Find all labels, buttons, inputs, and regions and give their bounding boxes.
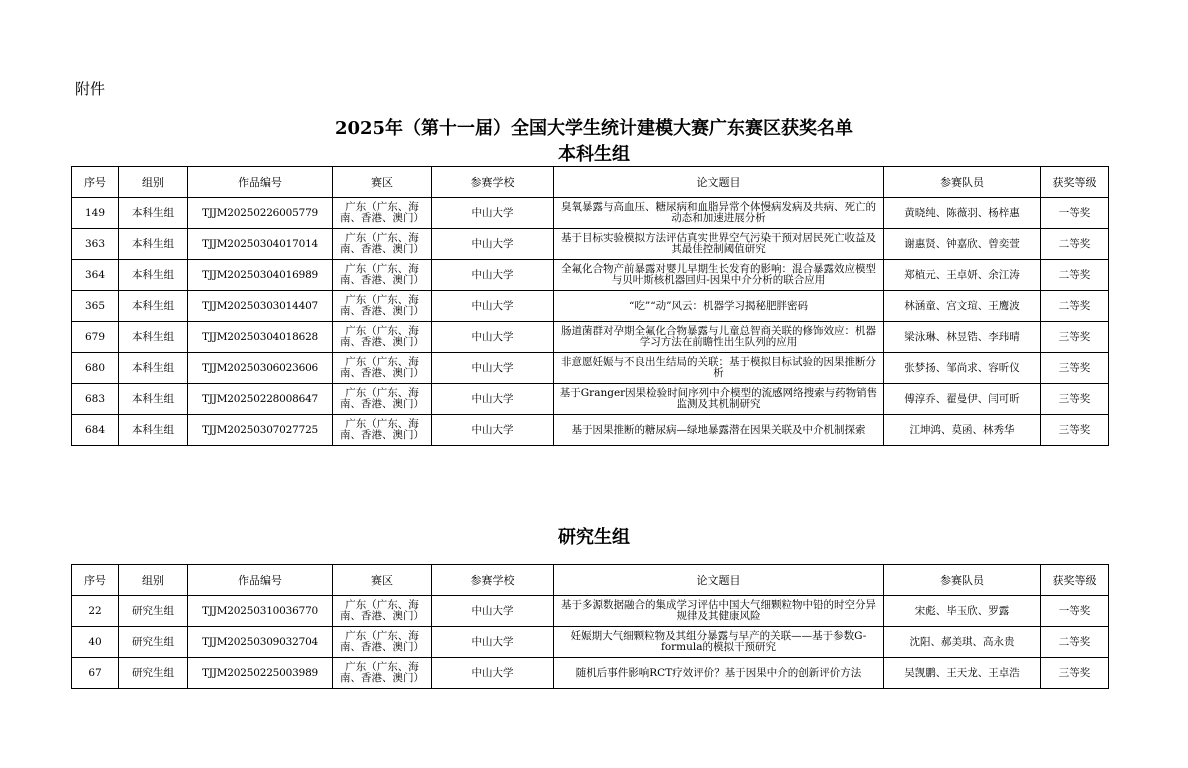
row-region: 广东（广东、海南、香港、澳门） (333, 596, 432, 627)
table-row (72, 322, 1109, 353)
header-region: 赛区 (333, 167, 432, 198)
table-row (72, 353, 1109, 384)
row-school: 中山大学 (432, 596, 554, 627)
row-region: 广东（广东、海南、香港、澳门） (333, 322, 432, 353)
row-no: 680 (72, 353, 119, 384)
row-no: 679 (72, 322, 119, 353)
row-award: 二等奖 (1041, 291, 1109, 322)
header-members: 参赛队员 (884, 565, 1041, 596)
row-group: 本科生组 (119, 260, 188, 291)
row-region: 广东（广东、海南、香港、澳门） (333, 658, 432, 689)
row-paper: 臭氧暴露与高血压、糖尿病和血脂异常个体慢病发病及共病、死亡的动态和加速进展分析 (554, 198, 884, 229)
row-members: 梁泳琳、林昱锆、李玮晴 (884, 322, 1041, 353)
row-region: 广东（广东、海南、香港、澳门） (333, 260, 432, 291)
header-school: 参赛学校 (432, 167, 554, 198)
header-group: 组别 (119, 565, 188, 596)
row-award: 三等奖 (1041, 322, 1109, 353)
row-members: 张梦扬、邹尚求、容昕仪 (884, 353, 1041, 384)
table-row (72, 291, 1109, 322)
row-code: TJJM20250228008647 (188, 384, 333, 415)
attachment-label: 附件 (75, 80, 106, 98)
table-header-row (72, 167, 1109, 198)
row-code: TJJM20250304018628 (188, 322, 333, 353)
row-no: 364 (72, 260, 119, 291)
row-no: 683 (72, 384, 119, 415)
graduate-table-body (72, 596, 1109, 689)
row-group: 研究生组 (119, 627, 188, 658)
row-members: 林涵童、宫文瑄、王鹰波 (884, 291, 1041, 322)
header-region: 赛区 (333, 565, 432, 596)
row-code: TJJM20250225003989 (188, 658, 333, 689)
main-title: 2025年（第十一届）全国大学生统计建模大赛广东赛区获奖名单 (334, 118, 854, 139)
row-no: 149 (72, 198, 119, 229)
row-paper: 基于多源数据融合的集成学习评估中国大气细颗粒物中铅的时空分异规律及其健康风险 (554, 596, 884, 627)
table-row (72, 627, 1109, 658)
row-no: 40 (72, 627, 119, 658)
header-paper: 论文题目 (554, 565, 884, 596)
row-school: 中山大学 (432, 322, 554, 353)
row-code: TJJM20250309032704 (188, 627, 333, 658)
row-group: 本科生组 (119, 198, 188, 229)
row-group: 研究生组 (119, 658, 188, 689)
row-paper: 全氟化合物产前暴露对婴儿早期生长发育的影响：混合暴露效应模型与贝叶斯核机器回归-因果中介分析的联合应用 (554, 260, 884, 291)
row-school: 中山大学 (432, 260, 554, 291)
row-group: 本科生组 (119, 291, 188, 322)
header-group: 组别 (119, 167, 188, 198)
row-region: 广东（广东、海南、香港、澳门） (333, 198, 432, 229)
undergraduate-awards-table (71, 166, 1109, 446)
header-paper: 论文题目 (554, 167, 884, 198)
row-group: 研究生组 (119, 596, 188, 627)
row-code: TJJM20250303014407 (188, 291, 333, 322)
section-title-graduate: 研究生组 (558, 527, 630, 548)
header-no: 序号 (72, 565, 119, 596)
row-no: 684 (72, 415, 119, 446)
table-row (72, 658, 1109, 689)
row-members: 江坤鸿、莫函、林秀华 (884, 415, 1041, 446)
table-row (72, 198, 1109, 229)
row-members: 宋彪、毕玉欣、罗露 (884, 596, 1041, 627)
row-paper: “吃”“动”风云：机器学习揭秘肥胖密码 (554, 291, 884, 322)
row-no: 363 (72, 229, 119, 260)
row-paper: 妊娠期大气细颗粒物及其组分暴露与早产的关联——基于参数G-formula的模拟干预研究 (554, 627, 884, 658)
row-code: TJJM20250307027725 (188, 415, 333, 446)
graduate-awards-table (71, 564, 1109, 689)
row-region: 广东（广东、海南、香港、澳门） (333, 229, 432, 260)
row-code: TJJM20250304016989 (188, 260, 333, 291)
row-paper: 基于因果推断的糖尿病—绿地暴露潜在因果关联及中介机制探索 (554, 415, 884, 446)
row-group: 本科生组 (119, 229, 188, 260)
row-no: 67 (72, 658, 119, 689)
row-school: 中山大学 (432, 627, 554, 658)
header-award: 获奖等级 (1041, 167, 1109, 198)
row-award: 二等奖 (1041, 260, 1109, 291)
header-no: 序号 (72, 167, 119, 198)
row-group: 本科生组 (119, 384, 188, 415)
header-members: 参赛队员 (884, 167, 1041, 198)
row-award: 二等奖 (1041, 627, 1109, 658)
row-region: 广东（广东、海南、香港、澳门） (333, 353, 432, 384)
header-code: 作品编号 (188, 565, 333, 596)
row-members: 吴觊鹏、王天龙、王卓浩 (884, 658, 1041, 689)
row-paper: 非意愿妊娠与不良出生结局的关联：基于模拟目标试验的因果推断分析 (554, 353, 884, 384)
row-members: 郑植元、王卓妍、余江涛 (884, 260, 1041, 291)
row-award: 三等奖 (1041, 353, 1109, 384)
row-members: 沈阳、郝美琪、高永贵 (884, 627, 1041, 658)
row-group: 本科生组 (119, 322, 188, 353)
row-school: 中山大学 (432, 229, 554, 260)
row-paper: 肠道菌群对孕期全氟化合物暴露与儿童总智商关联的修饰效应：机器学习方法在前瞻性出生队列的应用 (554, 322, 884, 353)
row-code: TJJM20250306023606 (188, 353, 333, 384)
row-no: 365 (72, 291, 119, 322)
table-row (72, 415, 1109, 446)
row-code: TJJM20250304017014 (188, 229, 333, 260)
row-region: 广东（广东、海南、香港、澳门） (333, 415, 432, 446)
row-region: 广东（广东、海南、香港、澳门） (333, 627, 432, 658)
header-award: 获奖等级 (1041, 565, 1109, 596)
table-header-row (72, 565, 1109, 596)
row-region: 广东（广东、海南、香港、澳门） (333, 291, 432, 322)
header-code: 作品编号 (188, 167, 333, 198)
row-school: 中山大学 (432, 658, 554, 689)
row-award: 一等奖 (1041, 198, 1109, 229)
row-paper: 随机后事件影响RCT疗效评价？基于因果中介的创新评价方法 (554, 658, 884, 689)
row-region: 广东（广东、海南、香港、澳门） (333, 384, 432, 415)
row-school: 中山大学 (432, 291, 554, 322)
row-paper: 基于目标实验模拟方法评估真实世界空气污染干预对居民死亡收益及其最佳控制阈值研究 (554, 229, 884, 260)
row-school: 中山大学 (432, 384, 554, 415)
table-row (72, 260, 1109, 291)
table-row (72, 596, 1109, 627)
row-members: 傅淳乔、翟曼伊、闫可昕 (884, 384, 1041, 415)
row-award: 一等奖 (1041, 596, 1109, 627)
row-award: 二等奖 (1041, 229, 1109, 260)
row-paper: 基于Granger因果检验时间序列中介模型的流感网络搜索与药物销售监测及其机制研究 (554, 384, 884, 415)
row-award: 三等奖 (1041, 658, 1109, 689)
row-award: 三等奖 (1041, 415, 1109, 446)
row-group: 本科生组 (119, 415, 188, 446)
row-school: 中山大学 (432, 415, 554, 446)
row-school: 中山大学 (432, 198, 554, 229)
row-group: 本科生组 (119, 353, 188, 384)
row-members: 黄晓纯、陈薇羽、杨梓惠 (884, 198, 1041, 229)
undergraduate-table-body (72, 198, 1109, 446)
table-row (72, 384, 1109, 415)
row-school: 中山大学 (432, 353, 554, 384)
header-school: 参赛学校 (432, 565, 554, 596)
row-award: 三等奖 (1041, 384, 1109, 415)
row-code: TJJM20250226005779 (188, 198, 333, 229)
table-row (72, 229, 1109, 260)
section-title-undergraduate: 本科生组 (558, 144, 630, 165)
row-members: 谢惠贤、钟嘉欣、曾奕萱 (884, 229, 1041, 260)
row-no: 22 (72, 596, 119, 627)
row-code: TJJM20250310036770 (188, 596, 333, 627)
